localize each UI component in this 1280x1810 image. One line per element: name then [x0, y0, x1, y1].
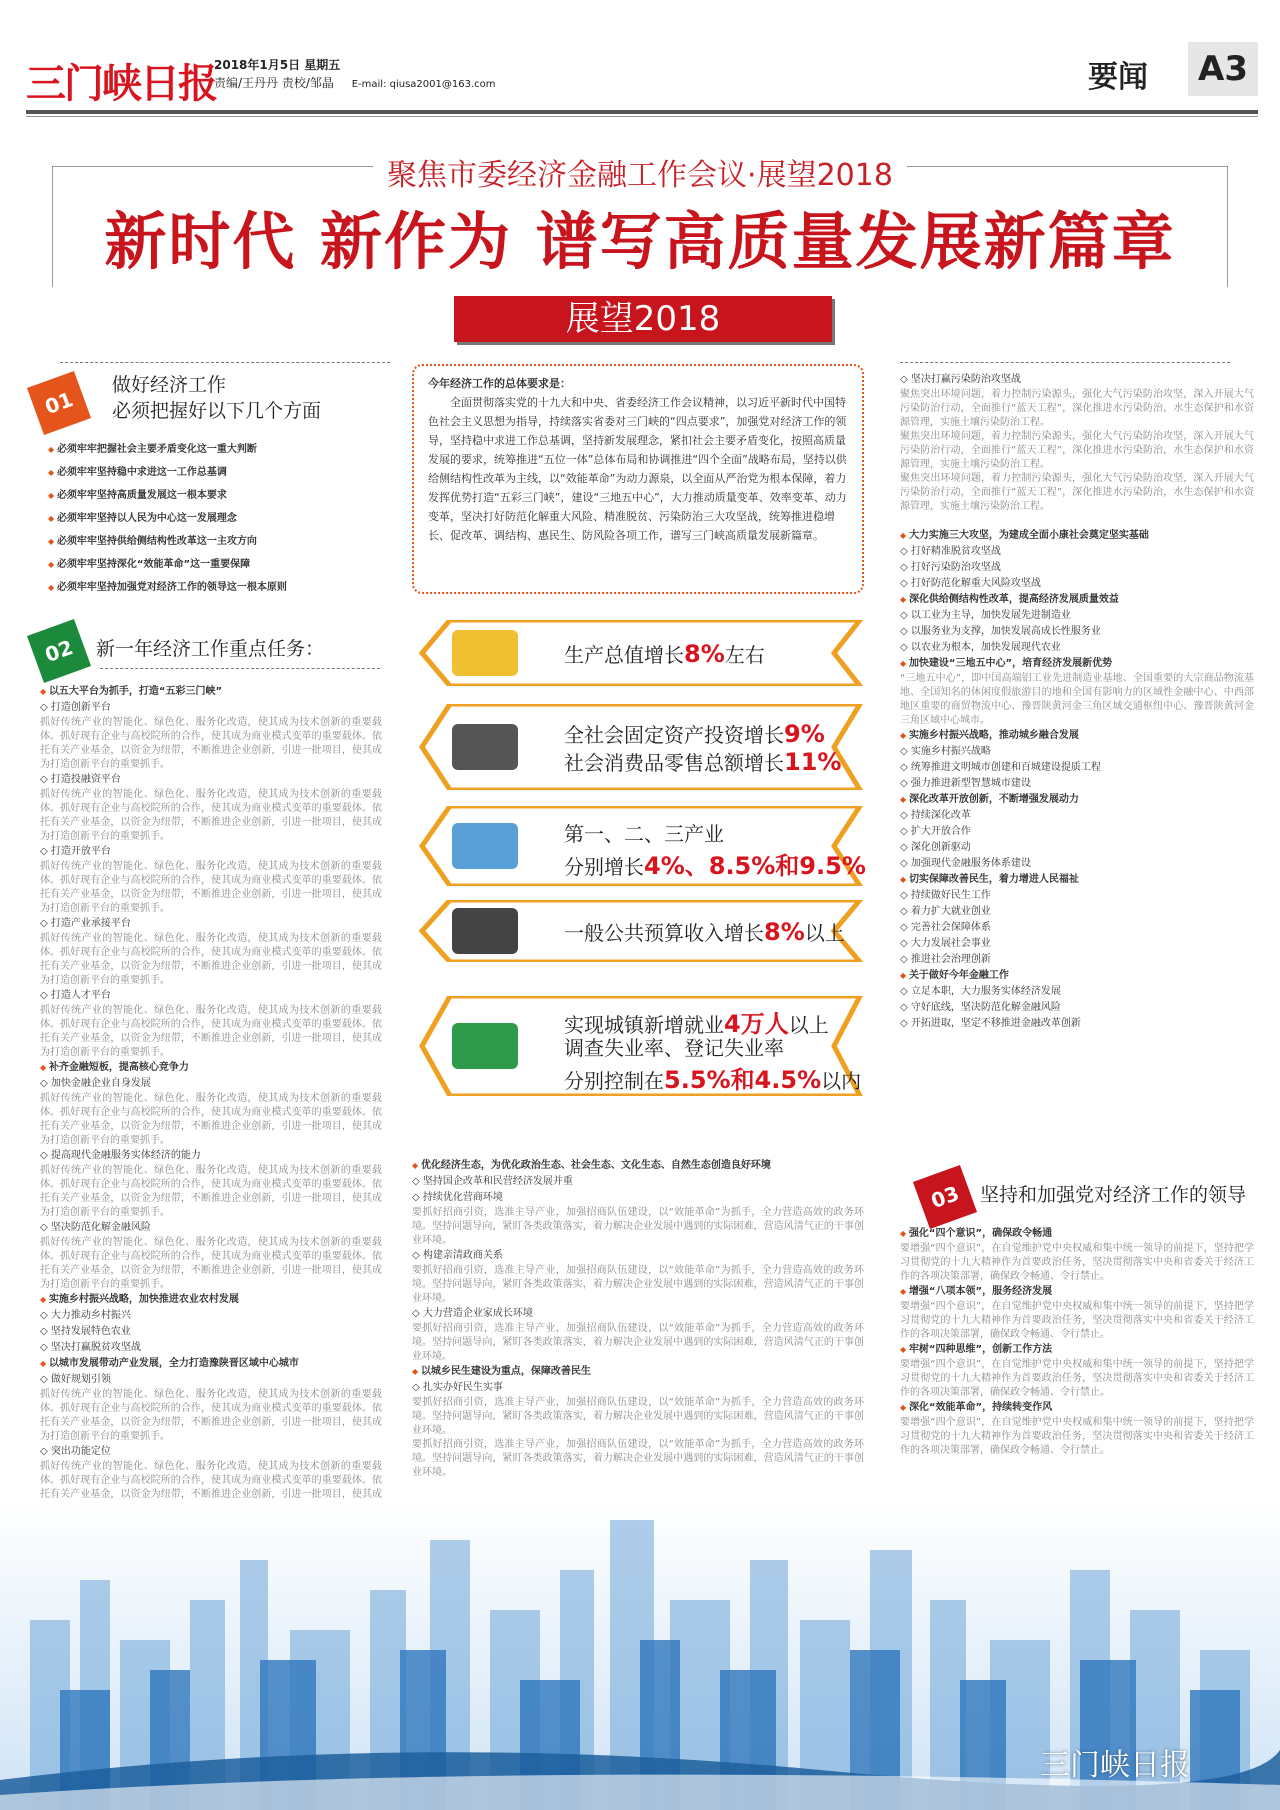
target-icon	[452, 630, 518, 676]
list-item: ◆ 增强“八项本领”，服务经济发展	[900, 1284, 1254, 1300]
list-item: ◇ 完善社会保障体系	[900, 920, 1254, 936]
divider	[100, 668, 380, 669]
list-item: ◇ 扎实办好民生实事	[412, 1380, 864, 1396]
target-pre: 第一、二、三产业	[564, 822, 724, 846]
target-pre: 社会消费品零售总额增长	[564, 751, 784, 775]
list-item: ◆ 实施乡村振兴战略，推动城乡融合发展	[900, 728, 1254, 744]
issue-date: 2018年1月5日 星期五	[214, 58, 341, 72]
list-item: ◆ 深化改革开放创新，不断增强发展动力	[900, 792, 1254, 808]
email: E-mail: qiusa2001@163.com	[351, 79, 496, 90]
list-item: ◇ 打造投融资平台	[40, 772, 382, 788]
list-item: ◆ 牢树“四种思维”，创新工作方法	[900, 1342, 1254, 1358]
list-item: ◇ 打好防范化解重大风险攻坚战	[900, 576, 1254, 592]
paragraph: 要抓好招商引资，选准主导产业，加强招商队伍建设，以“效能革命”为抓手，全力营造高效的政务环境。坚持问题导向，紧盯各类政策落实，着力解决企业发展中遇到的实际困难，营造风清气正的干事创业环境。	[412, 1207, 864, 1246]
paragraph: 要抓好招商引资，选准主导产业，加强招商队伍建设，以“效能革命”为抓手，全力营造高效的政务环境。坚持问题导向，紧盯各类政策落实，着力解决企业发展中遇到的实际困难，营造风清气正的干事创业环境。	[412, 1439, 864, 1478]
target-card	[414, 900, 870, 962]
divider	[60, 362, 390, 363]
list-item: ◇ 大力发展社会事业	[900, 936, 1254, 952]
target-icon	[452, 724, 518, 770]
target-card	[414, 620, 870, 686]
requirements-title: 今年经济工作的总体要求是：	[428, 377, 571, 390]
list-item: ◆ 以城市发展带动产业发展，全力打造豫陕晋区域中心城市	[40, 1356, 382, 1372]
paragraph: 抓好传统产业的智能化、绿色化、服务化改造，使其成为技术创新的重要载体。抓好现有企业与高校院所的合作，使其成为商业模式变革的重要载体。依托有关产业基金，以资金为纽带，不断推进企业创新，引进一批项目，使其成为打造创新平台的重要抓手。	[40, 1165, 382, 1218]
section-1-title: 做好经济工作 必须把握好以下几个方面	[112, 374, 322, 422]
list-item: ◆ 必须牢牢把握社会主要矛盾变化这一重大判断	[48, 438, 378, 461]
requirements-text: 全面贯彻落实党的十九大和中央、省委经济工作会议精神，以习近平新时代中国特色社会主义思想为指导，持续落实省委对三门峡的“四点要求”，加强党对经济工作的领导，坚持稳中求进工作总基调，坚持新发展理念，紧扣社会主要矛盾变化，按照高质量发展的要求，统筹推进“五位一体”总体布局和协调推进“四个全面”战略布局，坚持以供给侧结构性改革为主线，以“效能革命”为动力源泉，以全面从严治党为根本保障，着力发挥优势打造“五彩三门峡”，建设“三地五中心”，大力推动质量变革、效率变革、动力变革，坚决打好防范化解重大风险、精准脱贫、污染防治三大攻坚战，统筹推进稳增长、促改革、调结构、惠民生、防风险各项工作，谱写三门峡高质量发展新篇章。	[428, 396, 847, 542]
list-item: ◇ 加快金融企业自身发展	[40, 1076, 382, 1092]
target-card	[414, 996, 870, 1096]
target-num: 9%	[784, 720, 825, 748]
right-column	[900, 372, 1254, 1032]
section-3-body	[900, 1226, 1254, 1458]
list-item: ◇ 做好规划引领	[40, 1372, 382, 1388]
target-text	[564, 1032, 784, 1061]
paragraph: 抓好传统产业的智能化、绿色化、服务化改造，使其成为技术创新的重要载体。抓好现有企业与高校院所的合作，使其成为商业模式变革的重要载体。依托有关产业基金，以资金为纽带，不断推进企业创新，引进一批项目，使其成为打造创新平台的重要抓手。	[40, 717, 382, 770]
section-label: 要闻	[1088, 60, 1148, 95]
target-pre: 分别增长	[564, 855, 644, 879]
list-item: ◇ 坚决打赢脱贫攻坚战	[40, 1340, 382, 1356]
target-icon	[452, 1023, 518, 1069]
list-item: ◆ 以五大平台为抓手，打造“五彩三门峡”	[40, 684, 382, 700]
list-item: ◆ 强化“四个意识”，确保政令畅通	[900, 1226, 1254, 1242]
target-post: 以上	[788, 1013, 829, 1037]
paragraph: 要增强“四个意识”，在自觉维护党中央权威和集中统一领导的前提下，坚持把学习贯彻党的十九大精神作为首要政治任务，坚决贯彻落实中央和省委关于经济工作的各项决策部署，确保政令畅通、令行禁止。	[900, 1417, 1254, 1456]
target-text	[564, 818, 724, 847]
target-post: 左右	[724, 643, 765, 667]
paragraph: 抓好传统产业的智能化、绿色化、服务化改造，使其成为技术创新的重要载体。抓好现有企业与高校院所的合作，使其成为商业模式变革的重要载体。依托有关产业基金，以资金为纽带，不断推进企业创新，引进一批项目，使其成为打造创新平台的重要抓手。	[40, 789, 382, 842]
target-num: 4万人	[724, 1010, 789, 1038]
list-item: ◇ 打好污染防治攻坚战	[900, 560, 1254, 576]
list-item: ◆ 必须牢牢坚持供给侧结构性改革这一主攻方向	[48, 530, 378, 553]
target-num: 8%	[764, 918, 805, 946]
divider	[900, 362, 1230, 363]
target-text	[564, 846, 866, 881]
paragraph: 要增强“四个意识”，在自觉维护党中央权威和集中统一领导的前提下，坚持把学习贯彻党的十九大精神作为首要政治任务，坚决贯彻落实中央和省委关于经济工作的各项决策部署，确保政令畅通、令行禁止。	[900, 1301, 1254, 1340]
paragraph: 抓好传统产业的智能化、绿色化、服务化改造，使其成为技术创新的重要载体。抓好现有企业与高校院所的合作，使其成为商业模式变革的重要载体。依托有关产业基金，以资金为纽带，不断推进企业创新，引进一批项目，使其成为打造创新平台的重要抓手。	[40, 1093, 382, 1146]
target-text	[564, 1060, 861, 1095]
list-item: ◇ 坚持发展特色农业	[40, 1324, 382, 1340]
list-item: ◆ 切实保障改善民生，着力增进人民福祉	[900, 872, 1254, 888]
target-num: 4%、8.5%和9.5%	[644, 852, 866, 880]
paragraph: 要增强“四个意识”，在自觉维护党中央权威和集中统一领导的前提下，坚持把学习贯彻党的十九大精神作为首要政治任务，坚决贯彻落实中央和省委关于经济工作的各项决策部署，确保政令畅通、令行禁止。	[900, 1359, 1254, 1398]
kicker: 聚焦市委经济金融工作会议·展望2018	[0, 150, 1280, 194]
list-item: ◇ 大力营造企业家成长环境	[412, 1306, 864, 1322]
list-item: ◆ 实施乡村振兴战略，加快推进农业农村发展	[40, 1292, 382, 1308]
paragraph: 抓好传统产业的智能化、绿色化、服务化改造，使其成为技术创新的重要载体。抓好现有企业与高校院所的合作，使其成为商业模式变革的重要载体。依托有关产业基金，以资金为纽带，不断推进企业创新，引进一批项目，使其成为打造创新平台的重要抓手。	[40, 861, 382, 914]
list-item: ◇ 坚决防范化解金融风险	[40, 1220, 382, 1236]
list-item: ◇ 持续深化改革	[900, 808, 1254, 824]
list-item: ◇ 推进社会治理创新	[900, 952, 1254, 968]
list-item: ◇ 构建亲清政商关系	[412, 1248, 864, 1264]
list-item: ◇ 突出功能定位	[40, 1444, 382, 1460]
list-item: ◆ 关于做好今年金融工作	[900, 968, 1254, 984]
list-item: ◇ 加强现代金融服务体系建设	[900, 856, 1254, 872]
paragraph: 聚焦突出环境问题，着力控制污染源头，强化大气污染防治攻坚，深入开展大气污染防治行动，全面推行“蓝天工程”，深化推进水污染防治，水生态保护和水资源管理，实施土壤污染防治工程。	[900, 473, 1254, 512]
list-item: ◇ 打好精准脱贫攻坚战	[900, 544, 1254, 560]
list-item: ◇ 大力推动乡村振兴	[40, 1308, 382, 1324]
paragraph: 抓好传统产业的智能化、绿色化、服务化改造，使其成为技术创新的重要载体。抓好现有企业与高校院所的合作，使其成为商业模式变革的重要载体。依托有关产业基金，以资金为纽带，不断推进企业创新，引进一批项目，使其成为打造创新平台的重要抓手。	[40, 1005, 382, 1058]
list-item: ◆ 大力实施三大攻坚，为建成全面小康社会奠定坚实基础	[900, 528, 1254, 544]
target-num: 5.5%和4.5%	[664, 1066, 822, 1094]
target-pre: 全社会固定资产投资增长	[564, 723, 784, 747]
target-pre: 生产总值增长	[564, 643, 684, 667]
list-item: ◇ 持续优化营商环境	[412, 1190, 864, 1206]
list-item: ◆ 深化供给侧结构性改革，提高经济发展质量效益	[900, 592, 1254, 608]
target-post: 以内	[821, 1069, 862, 1093]
list-item: ◇ 以农业为根本，加快发展现代农业	[900, 640, 1254, 656]
list-item: ◆ 优化经济生态，为优化政治生态、社会生态、文化生态、自然生态创造良好环境	[412, 1158, 864, 1174]
list-item: ◆ 加快建设“三地五中心”，培育经济发展新优势	[900, 656, 1254, 672]
list-item: ◇ 持续做好民生工作	[900, 888, 1254, 904]
list-item: ◇ 坚持国企改革和民营经济发展并重	[412, 1174, 864, 1190]
center-lower-body	[412, 1158, 864, 1480]
paragraph: “三地五中心”，即中国高端铝工业先进制造业基地、全国重要的大宗商品物流基地、全国知名的休闲度假旅游目的地和全国有影响力的区域性金融中心、中西部地区重要的商贸物流中心、豫晋陕黄河金三角区域交通枢纽中心、豫晋陕黄河金三角区域中心城市。	[900, 673, 1254, 726]
list-item: ◇ 打造创新平台	[40, 700, 382, 716]
section-badge-03: 03	[913, 1165, 977, 1229]
masthead-rule-thin	[26, 116, 1258, 117]
list-item: ◆ 必须牢牢坚持以人民为中心这一发展理念	[48, 507, 378, 530]
target-pre: 分别控制在	[564, 1069, 664, 1093]
target-text	[564, 719, 825, 748]
list-item: ◆ 必须牢牢坚持高质量发展这一根本要求	[48, 484, 378, 507]
section-2-title: 新一年经济工作重点任务：	[96, 638, 325, 660]
main-headline: 新时代 新作为 谱写高质量发展新篇章	[104, 205, 1176, 278]
target-icon	[452, 908, 518, 954]
masthead-rule	[26, 110, 1258, 114]
list-item: ◇ 实施乡村振兴战略	[900, 744, 1254, 760]
target-num: 11%	[784, 748, 842, 776]
list-item: ◇ 打造产业承接平台	[40, 916, 382, 932]
paragraph: 聚焦突出环境问题，着力控制污染源头，强化大气污染防治攻坚，深入开展大气污染防治行动，全面推行“蓝天工程”，深化推进水污染防治，水生态保护和水资源管理，实施土壤污染防治工程。	[900, 389, 1254, 428]
paragraph: 聚焦突出环境问题，着力控制污染源头，强化大气污染防治攻坚，深入开展大气污染防治行动，全面推行“蓝天工程”，深化推进水污染防治，水生态保护和水资源管理，实施土壤污染防治工程。	[900, 431, 1254, 470]
list-item: ◆ 补齐金融短板，提高核心竞争力	[40, 1060, 382, 1076]
paragraph: 要抓好招商引资，选准主导产业，加强招商队伍建设，以“效能革命”为抓手，全力营造高效的政务环境。坚持问题导向，紧盯各类政策落实，着力解决企业发展中遇到的实际困难，营造风清气正的干事创业环境。	[412, 1397, 864, 1436]
target-pre: 调查失业率、登记失业率	[564, 1036, 784, 1060]
target-icon	[452, 823, 518, 869]
target-text	[564, 747, 841, 776]
list-item: ◇ 立足本职，大力服务实体经济发展	[900, 984, 1254, 1000]
outlook-banner: 展望2018	[454, 296, 832, 342]
list-item: ◇ 统筹推进文明城市创建和百城建设提质工程	[900, 760, 1254, 776]
target-text	[564, 639, 765, 668]
paragraph: 抓好传统产业的智能化、绿色化、服务化改造，使其成为技术创新的重要载体。抓好现有企业与高校院所的合作，使其成为商业模式变革的重要载体。依托有关产业基金，以资金为纽带，不断推进企业创新，引进一批项目，使其成为打造创新平台的重要抓手。	[40, 1389, 382, 1442]
paragraph: 要增强“四个意识”，在自觉维护党中央权威和集中统一领导的前提下，坚持把学习贯彻党的十九大精神作为首要政治任务，坚决贯彻落实中央和省委关于经济工作的各项决策部署，确保政令畅通、令行禁止。	[900, 1243, 1254, 1282]
section-badge-02: 02	[27, 619, 91, 683]
paragraph: 要抓好招商引资，选准主导产业，加强招商队伍建设，以“效能革命”为抓手，全力营造高效的政务环境。坚持问题导向，紧盯各类政策落实，着力解决企业发展中遇到的实际困难，营造风清气正的干事创业环境。	[412, 1265, 864, 1304]
target-text	[564, 917, 845, 946]
list-item: ◆ 深化“效能革命”，持续转变作风	[900, 1400, 1254, 1416]
page-number: A3	[1188, 42, 1258, 96]
paragraph: 抓好传统产业的智能化、绿色化、服务化改造，使其成为技术创新的重要载体。抓好现有企业与高校院所的合作，使其成为商业模式变革的重要载体。依托有关产业基金，以资金为纽带，不断推进企业创新，引进一批项目，使其成	[40, 1461, 382, 1500]
issue-meta	[214, 56, 496, 94]
target-pre: 实现城镇新增就业	[564, 1013, 724, 1037]
list-item: ◇ 打造人才平台	[40, 988, 382, 1004]
section-badge-01: 01	[27, 371, 91, 435]
watermark: 三门峡日报	[1040, 1748, 1190, 1783]
general-requirements-box	[412, 364, 864, 594]
list-item: ◆ 必须牢牢坚持稳中求进这一工作总基调	[48, 461, 378, 484]
target-card	[414, 806, 870, 886]
list-item: ◇ 着力扩大就业创业	[900, 904, 1254, 920]
editor-credits: 责编/王丹丹 责校/邹晶	[214, 76, 334, 90]
list-item: ◇ 深化创新驱动	[900, 840, 1254, 856]
list-item: ◇ 守好底线，坚决防范化解金融风险	[900, 1000, 1254, 1016]
list-item: ◆ 必须牢牢坚持深化“效能革命”这一重要保障	[48, 553, 378, 576]
target-card	[414, 704, 870, 790]
list-item: ◇ 以工业为主导，加快发展先进制造业	[900, 608, 1254, 624]
list-item: ◇ 坚决打赢污染防治攻坚战	[900, 372, 1254, 388]
list-item: ◇ 以服务业为支撑，加快发展高成长性服务业	[900, 624, 1254, 640]
target-post: 以上	[804, 921, 845, 945]
target-pre: 一般公共预算收入增长	[564, 921, 764, 945]
list-item: ◇ 开拓进取，坚定不移推进金融改革创新	[900, 1016, 1254, 1032]
list-item: ◇ 打造开放平台	[40, 844, 382, 860]
section-1-list	[48, 438, 378, 599]
list-item: ◆ 以城乡民生建设为重点，保障改善民生	[412, 1364, 864, 1380]
newspaper-logo: 三门峡日报	[26, 60, 216, 107]
list-item: ◇ 提高现代金融服务实体经济的能力	[40, 1148, 382, 1164]
paragraph: 抓好传统产业的智能化、绿色化、服务化改造，使其成为技术创新的重要载体。抓好现有企业与高校院所的合作，使其成为商业模式变革的重要载体。依托有关产业基金，以资金为纽带，不断推进企业创新，引进一批项目，使其成为打造创新平台的重要抓手。	[40, 1237, 382, 1290]
list-item: ◇ 强力推进新型智慧城市建设	[900, 776, 1254, 792]
list-item: ◆ 必须牢牢坚持加强党对经济工作的领导这一根本原则	[48, 576, 378, 599]
paragraph: 要抓好招商引资，选准主导产业，加强招商队伍建设，以“效能革命”为抓手，全力营造高效的政务环境。坚持问题导向，紧盯各类政策落实，着力解决企业发展中遇到的实际困难，营造风清气正的干事创业环境。	[412, 1323, 864, 1362]
section-3-title: 坚持和加强党对经济工作的领导	[980, 1184, 1247, 1206]
paragraph: 抓好传统产业的智能化、绿色化、服务化改造，使其成为技术创新的重要载体。抓好现有企业与高校院所的合作，使其成为商业模式变革的重要载体。依托有关产业基金，以资金为纽带，不断推进企业创新，引进一批项目，使其成为打造创新平台的重要抓手。	[40, 933, 382, 986]
target-num: 8%	[684, 640, 725, 668]
list-item: ◇ 扩大开放合作	[900, 824, 1254, 840]
